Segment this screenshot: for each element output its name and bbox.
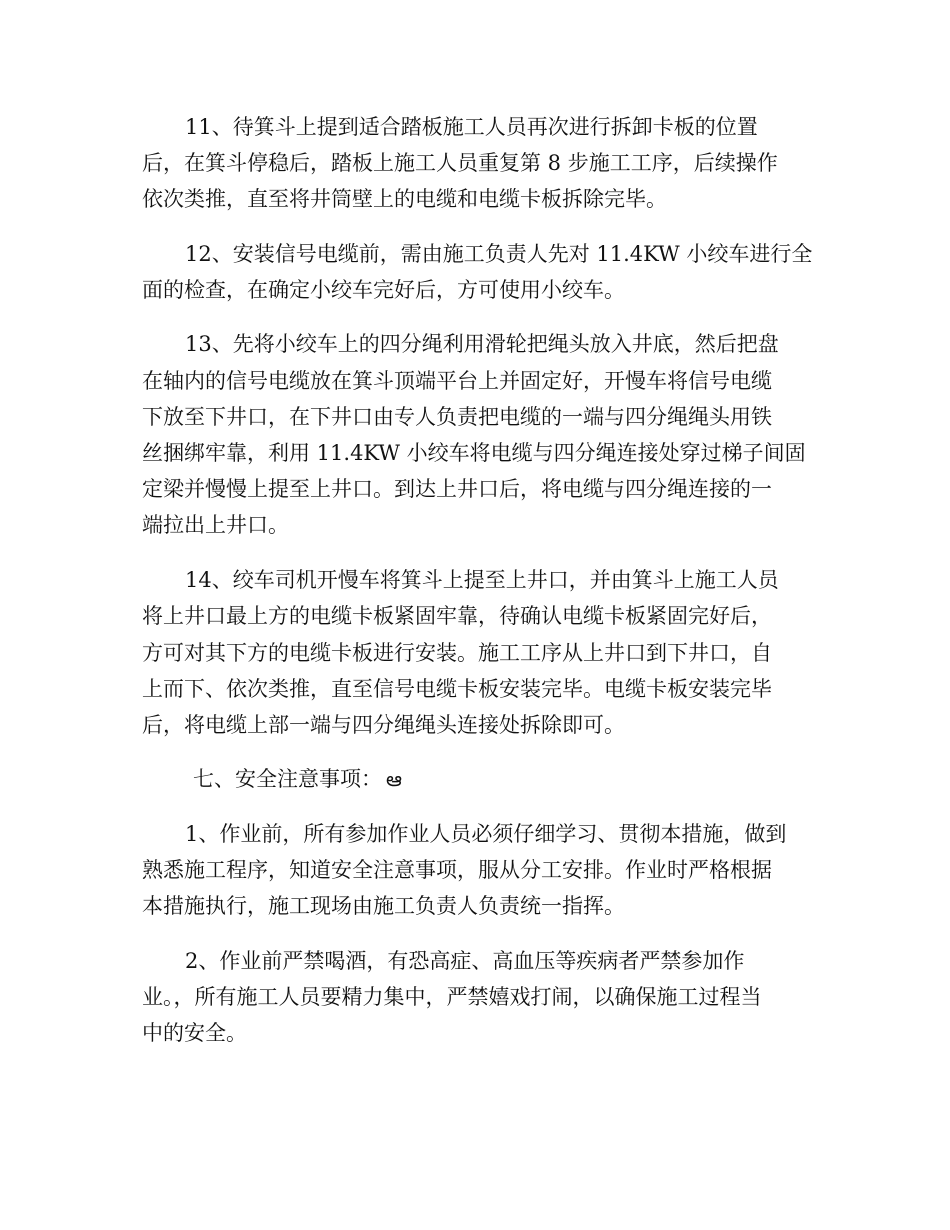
para-12-line-1: 12、安装信号电缆前，需由施工负责人先对 11.4KW 小绞车进行全 bbox=[185, 242, 813, 266]
para-13-line-4: 丝捆绑牢靠，利用 11.4KW 小绞车将电缆与四分绳连接处穿过梯子间固 bbox=[142, 441, 806, 465]
para-14-line-1: 14、绞车司机开慢车将箕斗上提至上井口，并由箕斗上施工人员 bbox=[185, 568, 779, 592]
para-14-line-2: 将上井口最上方的电缆卡板紧固牢靠，待确认电缆卡板紧固完好后， bbox=[142, 604, 772, 628]
item-1-line-1: 1、作业前，所有参加作业人员必须仔细学习、贯彻本措施，做到 bbox=[185, 822, 787, 846]
para-13-line-6: 端拉出上井口。 bbox=[142, 513, 289, 537]
para-13-line-2: 在轴内的信号电缆放在箕斗顶端平台上并固定好，开慢车将信号电缆 bbox=[142, 369, 772, 393]
para-14-line-3: 方可对其下方的电缆卡板进行安装。施工工序从上井口到下井口，自 bbox=[142, 641, 772, 665]
para-14-line-4: 上而下、依次类推，直至信号电缆卡板安装完毕。电缆卡板安装完毕 bbox=[142, 677, 772, 701]
item-2-line-3: 中的安全。 bbox=[142, 1021, 247, 1045]
para-12-line-2: 面的检查，在确定小绞车完好后，方可使用小绞车。 bbox=[142, 278, 625, 302]
item-2-line-2: 业。，所有施工人员要精力集中，严禁嬉戏打闹，以确保施工过程当 bbox=[142, 985, 762, 1009]
para-13-line-1: 13、先将小绞车上的四分绳利用滑轮把绳头放入井底，然后把盘 bbox=[185, 332, 779, 356]
para-14-line-5: 后，将电缆上部一端与四分绳绳头连接处拆除即可。 bbox=[142, 713, 625, 737]
section-heading-text: 七、安全注意事项： bbox=[193, 767, 382, 791]
para-11-line-2: 后，在箕斗停稳后，踏板上施工人员重复第 8 步施工工序，后续操作 bbox=[142, 151, 778, 175]
item-2-line-1: 2、作业前严禁喝酒，有恐高症、高血压等疾病者严禁参加作 bbox=[185, 949, 745, 973]
section-heading bbox=[193, 764, 402, 794]
item-1-line-3: 本措施执行，施工现场由施工负责人负责统一指挥。 bbox=[142, 894, 625, 918]
para-11-line-3: 依次类推，直至将井筒壁上的电缆和电缆卡板拆除完毕。 bbox=[142, 187, 667, 211]
heading-mark-icon: ఆ bbox=[386, 767, 402, 791]
para-13-line-5: 定梁并慢慢上提至上井口。到达上井口后，将电缆与四分绳连接的一 bbox=[142, 477, 772, 501]
para-13-line-3: 下放至下井口，在下井口由专人负责把电缆的一端与四分绳绳头用铁 bbox=[142, 405, 772, 429]
item-1-line-2: 熟悉施工程序，知道安全注意事项，服从分工安排。作业时严格根据 bbox=[142, 858, 772, 882]
para-11-line-1: 11、待箕斗上提到适合踏板施工人员再次进行拆卸卡板的位置 bbox=[185, 115, 758, 139]
